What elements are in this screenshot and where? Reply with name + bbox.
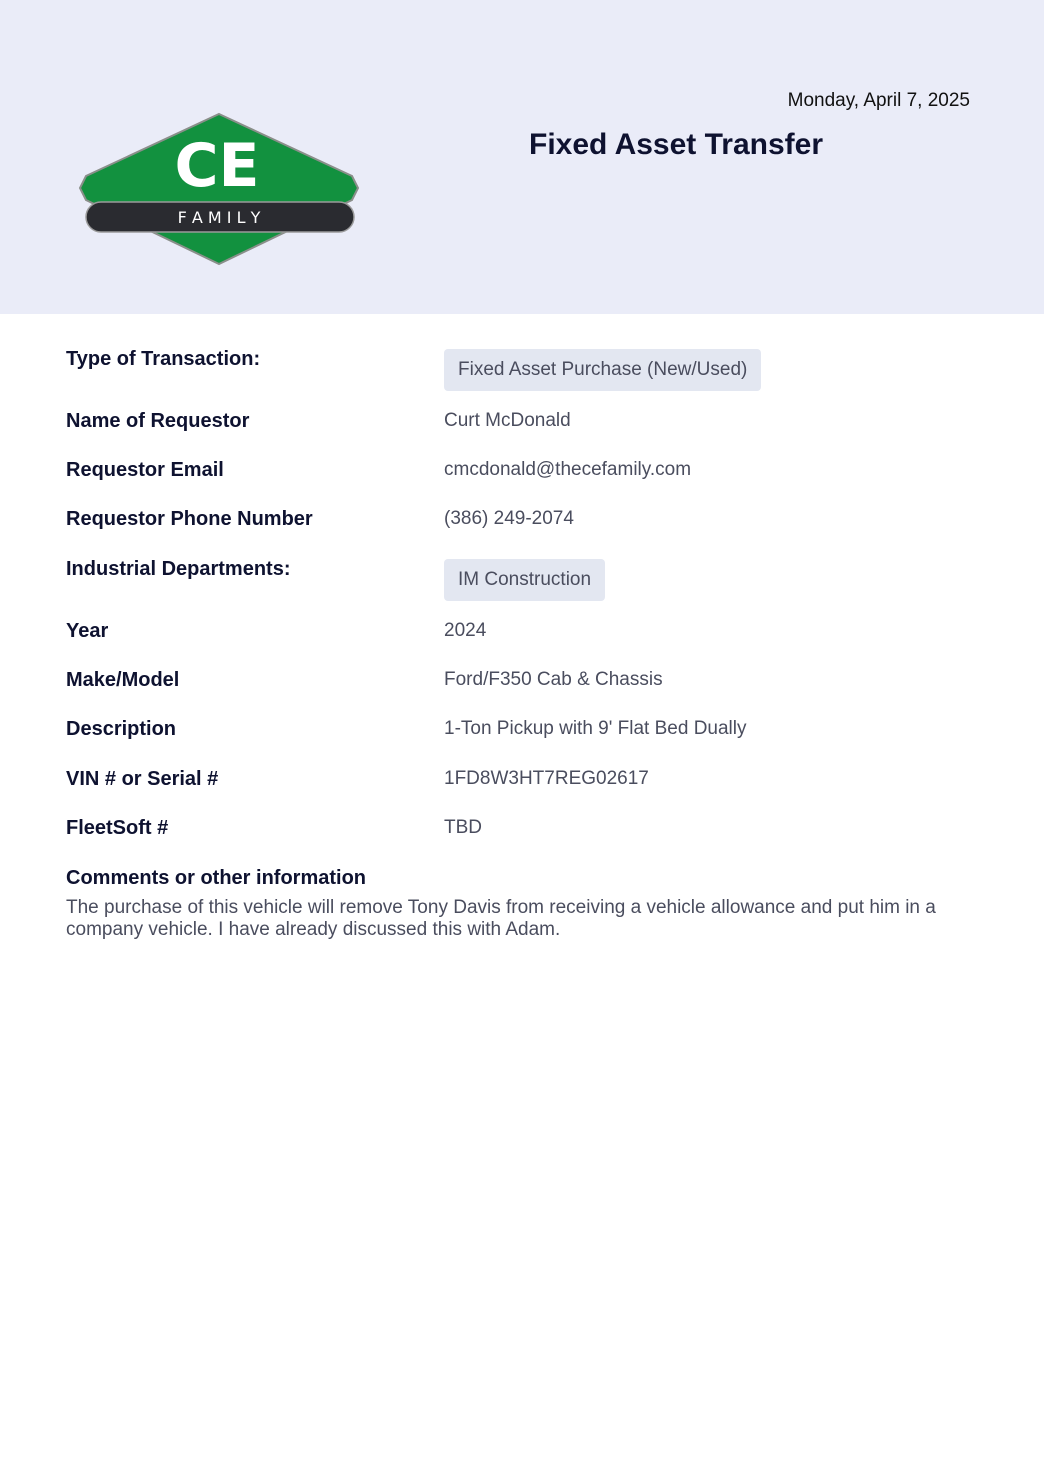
field-label: Industrial Departments: — [66, 558, 291, 580]
document-date: Monday, April 7, 2025 — [787, 90, 970, 111]
field-value: Ford/F350 Cab & Chassis — [444, 669, 663, 690]
field-value: 2024 — [444, 620, 487, 641]
transaction-type-chip: Fixed Asset Purchase (New/Used) — [444, 349, 761, 391]
field-label: Requestor Email — [66, 459, 224, 481]
department-chip: IM Construction — [444, 559, 605, 601]
field-value: TBD — [444, 817, 482, 838]
document-title: Fixed Asset Transfer — [529, 128, 824, 161]
field-value: Curt McDonald — [444, 410, 571, 431]
comments-label: Comments or other information — [66, 867, 367, 889]
field-label: VIN # or Serial # — [66, 768, 219, 790]
field-value: cmcdonald@thecefamily.com — [444, 459, 692, 480]
svg-text:F A M I L Y: F A M I L Y — [177, 208, 261, 227]
field-value: 1-Ton Pickup with 9' Flat Bed Dually — [444, 718, 747, 739]
field-label: Description — [66, 718, 177, 740]
svg-text:CE: CE — [174, 131, 260, 201]
field-label: Year — [66, 620, 109, 642]
field-label: Name of Requestor — [66, 410, 250, 432]
comments-text: The purchase of this vehicle will remove Tony Davis from receiving a vehicle allowance and put him in a company vehicle. I have already discussed this with Adam. — [66, 897, 936, 940]
ce-family-logo — [78, 112, 360, 266]
field-label: Requestor Phone Number — [66, 508, 313, 530]
field-label: FleetSoft # — [66, 817, 169, 839]
field-label: Make/Model — [66, 669, 180, 691]
field-value: (386) 249-2074 — [444, 508, 574, 529]
field-value: 1FD8W3HT7REG02617 — [444, 768, 649, 789]
header-banner — [0, 0, 1044, 314]
field-label: Type of Transaction: — [66, 348, 261, 370]
